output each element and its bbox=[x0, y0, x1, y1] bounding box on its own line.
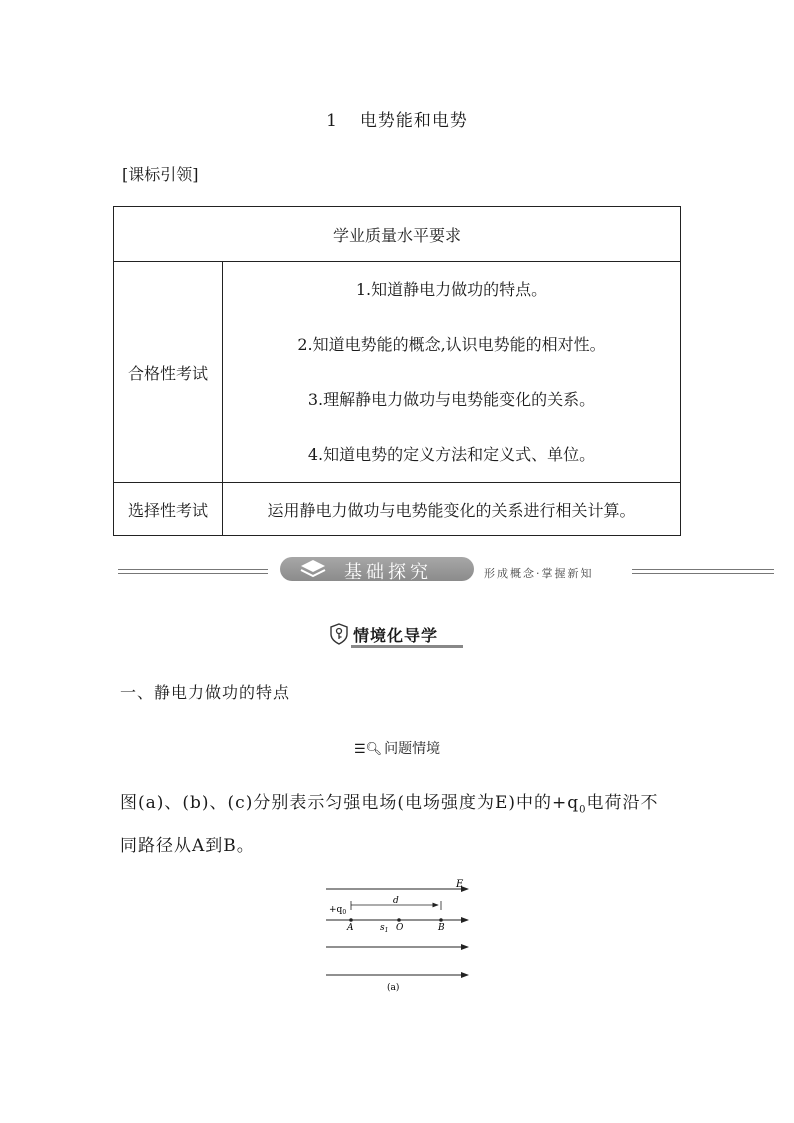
field-diagram bbox=[320, 876, 480, 994]
magnifier-list-icon: ☰🔍︎ bbox=[354, 742, 383, 757]
point-o-label: O bbox=[396, 923, 404, 933]
distance-d-label: d bbox=[393, 896, 399, 906]
figure-a bbox=[320, 876, 480, 994]
table-item: 3.理解静电力做功与电势能变化的关系。 bbox=[307, 390, 596, 409]
paragraph-line bbox=[120, 783, 690, 830]
page-title bbox=[0, 106, 794, 131]
section-label-kebiao: [课标引领] bbox=[122, 165, 199, 184]
charge-label: $+q_0$ bbox=[329, 905, 347, 916]
table-category: 选择性考试 bbox=[114, 483, 223, 536]
paragraph-line: 同路径从A到B。 bbox=[120, 836, 255, 856]
point-a-label: A bbox=[347, 923, 354, 933]
point-b-dot bbox=[439, 918, 443, 922]
title-text: 电势能和电势 bbox=[359, 111, 468, 131]
banner-subtitle: 形成概念·掌握新知 bbox=[484, 567, 594, 580]
banner-divider-left bbox=[118, 569, 268, 574]
banner-divider-right bbox=[632, 569, 774, 574]
problem-label-text: 问题情境 bbox=[384, 741, 441, 757]
paragraph-text: 图(a)、(b)、(c)分别表示匀强电场(电场强度为E)中的+q bbox=[120, 793, 580, 813]
table-category: 合格性考试 bbox=[114, 262, 223, 483]
table-cell-items bbox=[223, 262, 681, 483]
point-a-dot bbox=[349, 918, 353, 922]
requirements-table bbox=[113, 206, 681, 536]
paragraph-subscript: 0 bbox=[579, 804, 587, 816]
banner-pill bbox=[280, 557, 474, 581]
table-item: 1.知道静电力做功的特点。 bbox=[355, 280, 548, 299]
banner-title: 基础探究 bbox=[344, 562, 432, 583]
section-banner bbox=[118, 553, 774, 587]
point-o-dot bbox=[397, 918, 401, 922]
table-item: 运用静电力做功与电势能变化的关系进行相关计算。 bbox=[223, 483, 681, 536]
paragraph-text: 电荷沿不 bbox=[586, 793, 659, 813]
table-header: 学业质量水平要求 bbox=[114, 207, 681, 262]
point-b-label: B bbox=[438, 923, 445, 933]
field-label: E bbox=[456, 879, 464, 890]
title-number: 1 bbox=[326, 111, 338, 131]
table-item: 2.知道电势能的概念,认识电势能的相对性。 bbox=[297, 335, 606, 354]
subheading-underline bbox=[351, 645, 463, 648]
key-badge-icon bbox=[329, 623, 349, 645]
subheading-text: 情境化导学 bbox=[353, 626, 439, 645]
table-item: 4.知道电势的定义方法和定义式、单位。 bbox=[307, 445, 596, 464]
layers-icon bbox=[300, 559, 326, 579]
subheading bbox=[329, 623, 465, 647]
section-heading: 一、静电力做功的特点 bbox=[120, 683, 291, 702]
figure-caption: (a) bbox=[387, 983, 400, 993]
problem-label bbox=[354, 738, 440, 758]
path-s-label: $s_1$ bbox=[380, 923, 389, 934]
